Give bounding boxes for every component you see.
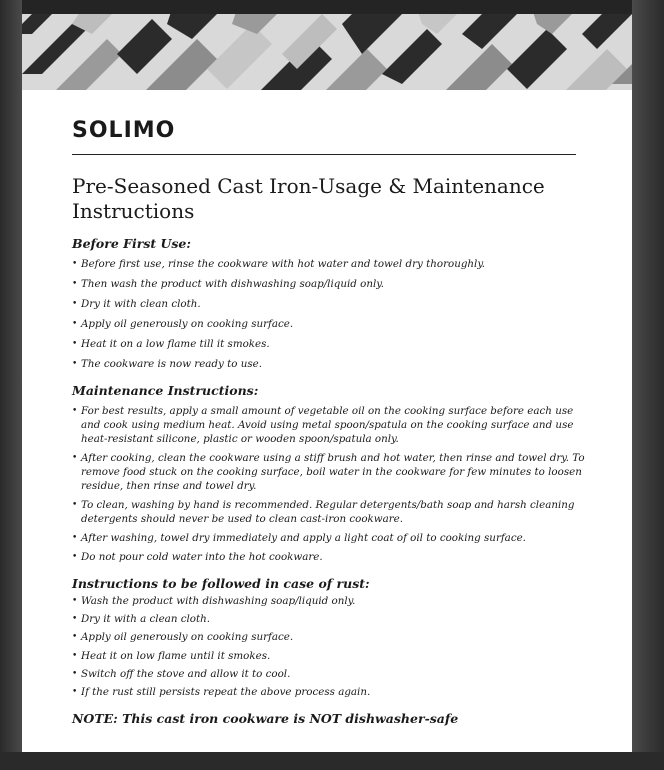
list-item: • Switch off the stove and allow it to cool. <box>72 667 592 681</box>
list-item: • Heat it on low flame until it smokes. <box>72 649 592 663</box>
list-item: • Wash the product with dishwashing soap/liquid only. <box>72 594 592 608</box>
section-before-first-use <box>72 236 592 371</box>
header-divider <box>72 154 576 155</box>
pattern-banner <box>22 14 632 90</box>
list-item: • After washing, towel dry immediately and apply a light coat of oil to cooking surface. <box>72 531 592 545</box>
list-item: • For best results, apply a small amount of vegetable oil on the cooking surface before each use and cook using medium heat. Avoid using metal spoon/spatula on the cooking surface and use heat-resistant silicone, plastic or wooden spoon/spatula only. <box>72 404 592 446</box>
page-title: Pre-Seasoned Cast Iron-Usage & Maintenance Instructions <box>72 174 545 223</box>
bullet-list <box>72 257 592 371</box>
list-item: • Heat it on a low flame till it smokes. <box>72 337 592 351</box>
list-item: • Dry it with clean cloth. <box>72 297 592 311</box>
instruction-sheet <box>22 14 632 752</box>
section-rust <box>72 576 592 699</box>
section-heading: Instructions to be followed in case of rust: <box>72 576 370 591</box>
dishwasher-note: NOTE: This cast iron cookware is NOT dishwasher-safe <box>72 710 459 726</box>
list-item: • Apply oil generously on cooking surface. <box>72 317 592 331</box>
list-item: • Do not pour cold water into the hot cookware. <box>72 550 592 564</box>
list-item: • Apply oil generously on cooking surface. <box>72 630 592 644</box>
section-heading: Maintenance Instructions: <box>72 383 259 398</box>
bullet-list <box>72 404 592 564</box>
pattern-graphic <box>22 14 632 90</box>
list-item: • The cookware is now ready to use. <box>72 357 592 371</box>
section-maintenance <box>72 383 592 564</box>
instructions-body <box>72 236 592 726</box>
frame-right-edge <box>632 0 664 770</box>
list-item: • Before first use, rinse the cookware with hot water and towel dry thoroughly. <box>72 257 592 271</box>
list-item: • Then wash the product with dishwashing soap/liquid only. <box>72 277 592 291</box>
frame-bottom-edge <box>0 752 664 770</box>
section-heading: Before First Use: <box>72 236 192 251</box>
bullet-list <box>72 594 592 699</box>
list-item: • To clean, washing by hand is recommended. Regular detergents/bath soap and harsh cleaning detergents should never be used to clean cast-iron cookware. <box>72 498 592 526</box>
frame-top-edge <box>0 0 664 14</box>
list-item: • After cooking, clean the cookware using a stiff brush and hot water, then rinse and towel dry. To remove food stuck on the cooking surface, boil water in the cookware for few minutes to loosen residue, then rinse and towel dry. <box>72 451 592 493</box>
brand-logo: SOLIMO <box>72 118 176 143</box>
frame-left-edge <box>0 0 22 770</box>
list-item: • If the rust still persists repeat the above process again. <box>72 685 592 699</box>
list-item: • Dry it with a clean cloth. <box>72 612 592 626</box>
